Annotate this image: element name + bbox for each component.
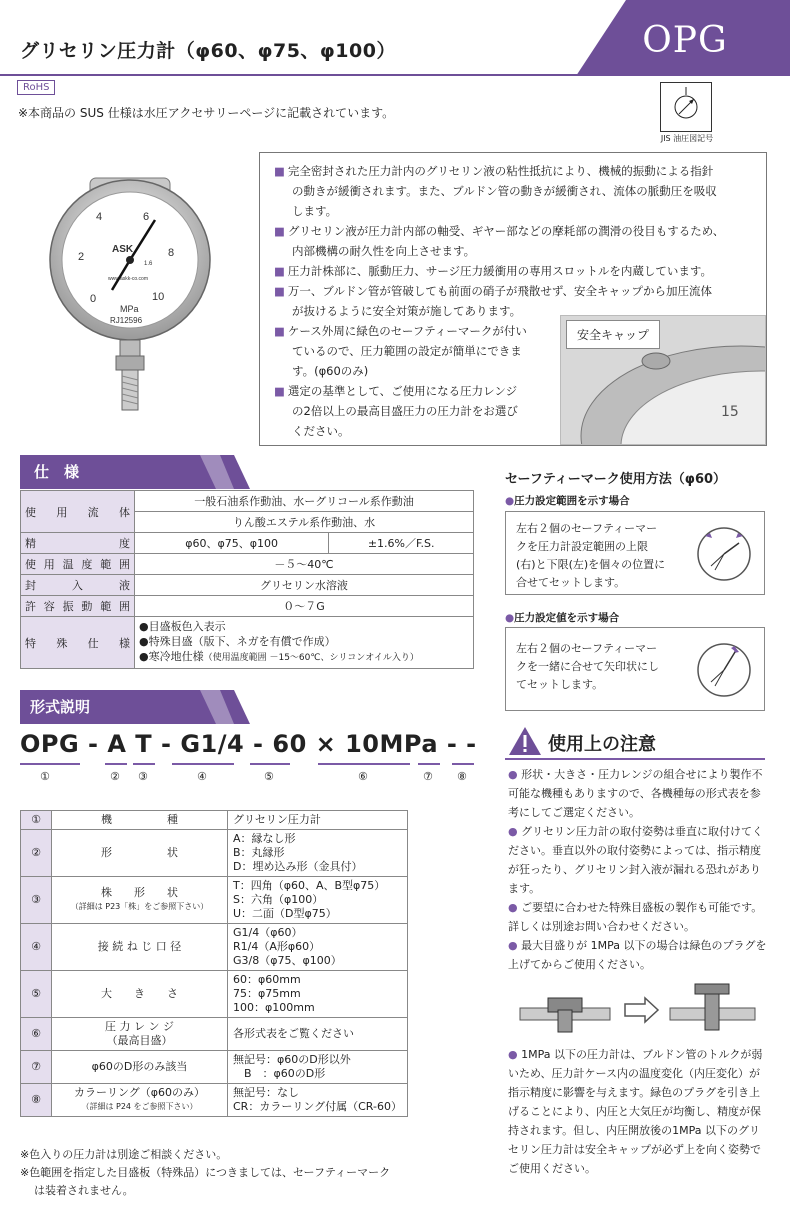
table-row [21, 491, 474, 512]
model-table [20, 810, 408, 1117]
safety-mark-text: 左右２個のセーフティーマークを一緒に合せて矢印状にしてセットします。 [516, 642, 659, 691]
position-marker: ⑦ [423, 770, 433, 783]
table-row [21, 533, 474, 554]
model-underline [133, 763, 155, 765]
spec-value: φ60、φ75、φ100 [135, 533, 329, 554]
spec-head: 封入液 [21, 575, 135, 596]
caution-item: ● 最大目盛りが 1MPa 以下の場合は緑色のプラグを上げてからご使用ください。 [508, 939, 767, 971]
table-row [21, 554, 474, 575]
caution-rule [505, 758, 765, 760]
model-value: G1/4（φ60） R1/4（A形φ60） G3/8（φ75、φ100） [228, 924, 408, 971]
footnote: ※色入りの圧力計は別途ご相談ください。 [20, 1148, 228, 1161]
table-row: ⑦ φ60のD形のみ該当 無記号：φ60のD形以外 B ：φ60のD形 [21, 1051, 408, 1084]
table-row [21, 617, 474, 669]
position-marker: ⑧ [457, 770, 467, 783]
series-code: OPG [642, 20, 728, 61]
table-row [21, 575, 474, 596]
tick-10: 10 [152, 291, 165, 303]
footnote: は装着されません。 [34, 1184, 134, 1197]
feature-line: の動きが緩衝されます。また、ブルドン管の動きが緩衝され、流体の脈動圧を吸収 [292, 184, 717, 198]
footnote: ※色範囲を指定した目盛板（特殊品）につきましては、セーフティーマーク [20, 1166, 391, 1179]
table-row: ⑤ 大 き さ 60：φ60mm 75：φ75mm 100：φ100mm [21, 971, 408, 1018]
model-value: 無記号：なし CR：カラーリング付属（CR-60） [228, 1084, 408, 1117]
spec-value: グリセリン水溶液 [135, 575, 474, 596]
feature-line: す。(φ60のみ) [292, 364, 369, 378]
gauge-class: 1.6 [144, 261, 153, 267]
range-setting-icon [691, 518, 757, 588]
spec-title: 仕 様 [34, 463, 80, 481]
position-marker: ① [40, 770, 50, 783]
feature-line: 内部機構の耐久性を向上させます。 [292, 244, 476, 258]
safety-mark-subtitle: ●圧力設定値を示す場合 [505, 612, 620, 624]
gauge-model: RJ12596 [110, 316, 143, 325]
model-underline [20, 763, 80, 765]
spec-value: －５～40℃ [135, 554, 474, 575]
model-value: 60：φ60mm 75：φ75mm 100：φ100mm [228, 971, 408, 1018]
caution-title: 使用上の注意 [548, 734, 656, 755]
warning-icon [508, 726, 542, 756]
model-underline [418, 763, 440, 765]
spec-head: 精度 [21, 533, 135, 554]
position-marker: ④ [197, 770, 207, 783]
model-value: 無記号：φ60のD形以外 B ：φ60のD形 [228, 1051, 408, 1084]
title-rule [0, 74, 610, 76]
gauge-brand: ASK [112, 244, 134, 255]
spec-head: 使用温度範囲 [21, 554, 135, 575]
jis-symbol-box [660, 82, 712, 132]
table-row: ② 形 状 A：縁なし形 B：丸縁形 D：埋め込み形（金具付） [21, 830, 408, 877]
safety-mark-box [505, 511, 765, 595]
feature-line: ■ 完全密封された圧力計内のグリセリン液の粘性抵抗により、機械的振動による指針 [274, 164, 714, 178]
feature-line: ているので、圧力範囲の設定が簡単にできま [292, 344, 522, 358]
feature-line: ■ 圧力計株部に、脈動圧力、サージ圧力緩衝用の専用スロットルを内蔵しています。 [274, 264, 712, 278]
spec-value: ●目盛板色入表示 ●特殊目盛（版下、ネガを有償で作成） ●寒冷地仕様（使用温度範囲 －15～60℃、シリコンオイル入り） [135, 617, 474, 669]
page-title: グリセリン圧力計（φ60、φ75、φ100） [20, 40, 396, 62]
caution-item: ● グリセリン圧力計の取付姿勢は垂直に取付けてください。垂直以外の取付姿勢によっては、指示精度が狂ったり、グリセリン封入液が漏れる恐れがあります。 [508, 825, 763, 895]
table-row: ⑥ 圧 力 レ ン ジ （最高目盛） 各形式表をご覧ください [21, 1018, 408, 1051]
tick-8: 8 [168, 247, 175, 259]
spec-head: 使用流体 [21, 491, 135, 533]
feature-line: ■ 万一、ブルドン管が管破しても前面の硝子が飛散せず、安全キャップから加圧流体 [274, 284, 712, 298]
caution-item: ● 1MPa 以下の圧力計は、ブルドン管のトルクが弱いため、圧力計ケース内の温度変化（内圧変化）が指示精度に影響を与えます。緑色のプラグを引き上げることにより、内圧と大気圧が均衡し、精度が保持されます。但し、内圧開放後の1MPa 以下のグリセリン圧力計は安全キャップが必ず上を向く姿勢でご使用ください。 [508, 1048, 763, 1175]
gauge-unit: MPa [120, 304, 139, 314]
jis-symbol-label: JIS 油圧図記号 [660, 134, 714, 143]
feature-line: ■ グリセリン液が圧力計内部の軸受、ギヤー部などの摩耗部の潤滑の役目もするため、 [274, 224, 725, 238]
safety-cap-label: 安全キャップ [566, 320, 660, 349]
table-row: ④ 接 続 ね じ 口 径 G1/4（φ60） R1/4（A形φ60） G3/8（φ75、φ100） [21, 924, 408, 971]
value-setting-icon [691, 634, 757, 704]
spec-table [20, 490, 474, 669]
rohs-badge: RoHS [17, 80, 55, 95]
svg-text:15: 15 [721, 404, 739, 420]
spec-value: りん酸エステル系作動油、水 [135, 512, 474, 533]
position-marker: ② [110, 770, 120, 783]
safety-mark-subtitle: ●圧力設定範囲を示す場合 [505, 495, 630, 507]
tick-6: 6 [143, 211, 150, 223]
pressure-gauge-photo [40, 150, 220, 420]
tick-2: 2 [78, 251, 85, 263]
safety-mark-title: セーフティーマーク使用方法（φ60） [505, 472, 727, 487]
caution-item: ● ご要望に合わせた特殊目盛板の製作も可能です。詳しくは別途お問い合わせください。 [508, 901, 763, 933]
feature-line: の2倍以上の最高目盛圧力の圧力計をお選び [292, 404, 518, 418]
feature-line: ■ 選定の基準として、ご使用になる圧力レンジ [274, 384, 518, 398]
position-marker: ⑥ [358, 770, 368, 783]
tick-0: 0 [90, 293, 97, 305]
spec-value: ０～７G [135, 596, 474, 617]
spec-value: ±1.6%／F.S. [329, 533, 474, 554]
feature-line: ください。 [292, 424, 350, 438]
spec-value: 一般石油系作動油、水ーグリコール系作動油 [135, 491, 474, 512]
feature-line: ■ ケース外周に緑色のセーフティーマークが付い [274, 324, 527, 338]
model-underline [452, 763, 474, 765]
feature-line: します。 [292, 204, 338, 218]
safety-mark-box [505, 627, 765, 711]
table-row [21, 596, 474, 617]
feature-line: が抜けるように安全対策が施してあります。 [292, 304, 522, 318]
model-value: 各形式表をご覧ください [228, 1018, 408, 1051]
model-value: T：四角（φ60、A、B型φ75） S：六角（φ100） U：二面（D型φ75） [228, 877, 408, 924]
model-underline [105, 763, 127, 765]
spec-head: 許容振動範囲 [21, 596, 135, 617]
table-row: ③ 株 形 状 （詳細は P23「株」をご参照下さい） T：四角（φ60、A、B型φ75） S：六角（φ100） U：二面（D型φ75） [21, 877, 408, 924]
model-code: OPG - A T - G1/4 - 60 × 10MPa - - [20, 730, 477, 758]
model-underline [318, 763, 410, 765]
safety-mark-text: 左右２個のセーフティーマークを圧力計設定範囲の上限(右)と下限(左)を個々の位置に合せてセットします。 [516, 522, 666, 589]
model-underline [172, 763, 234, 765]
gauge-url: www.askk-co.com [108, 276, 149, 282]
model-title: 形式説明 [30, 698, 91, 716]
model-underline [250, 763, 290, 765]
plug-diagram [510, 980, 760, 1040]
position-marker: ⑤ [264, 770, 274, 783]
position-marker: ③ [138, 770, 148, 783]
caution-item: ● 形状・大きさ・圧力レンジの組合せにより製作不可能な機種もありますので、各機種毎の形式表を参考にしてご選定ください。 [508, 768, 763, 819]
pressure-gauge-symbol-icon [661, 83, 711, 131]
tick-4: 4 [96, 211, 103, 223]
model-value: グリセリン圧力計 [228, 811, 408, 830]
table-row: ① 機 種 グリセリン圧力計 [21, 811, 408, 830]
sus-note: ※本商品の SUS 仕様は水圧アクセサリーページに記載されています。 [18, 106, 395, 120]
table-row: ⑧ カラーリング（φ60のみ） （詳細は P24 をご参照下さい） 無記号：なし CR：カラーリング付属（CR-60） [21, 1084, 408, 1117]
spec-head: 特殊仕様 [21, 617, 135, 669]
model-value: A：縁なし形 B：丸縁形 D：埋め込み形（金具付） [228, 830, 408, 877]
